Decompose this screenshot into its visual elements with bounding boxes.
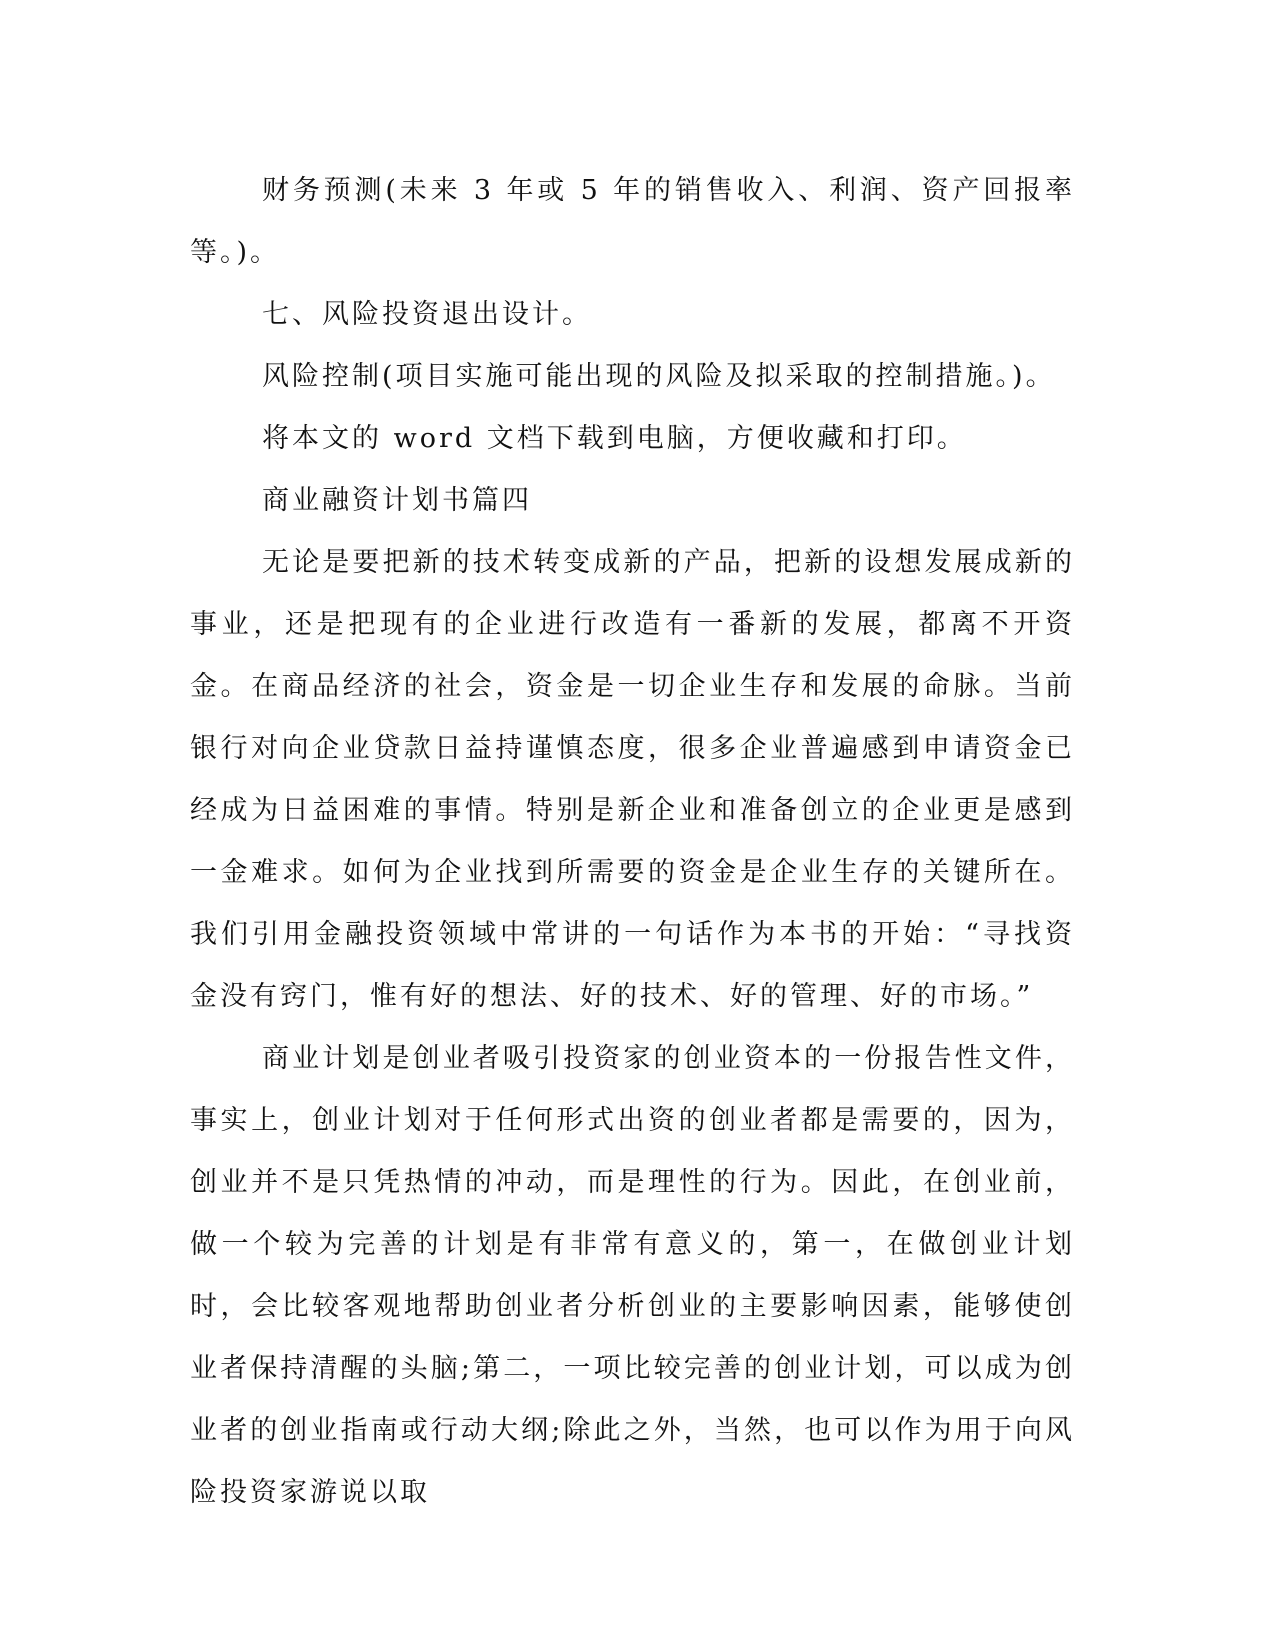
section-heading: 商业融资计划书篇四 bbox=[262, 485, 532, 516]
paragraph-intro-funding: 无论是要把新的技术转变成新的产品，把新的设想发展成新的事业，还是把现有的企业进行改造有一番新的发展，都离不开资金。在商品经济的社会，资金是一切企业生存和发展的命脉。当前银行对向企业贷款日益持谨慎态度，很多企业普遍感到申请资金已经成为日益困难的事情。特别是新企业和准备创立的企业更是感到一金难求。如何为企业找到所需要的资金是企业生存的关键所在。我们引用金融投资领域中常讲的一句话作为本书的开始：“寻找资金没有窍门，惟有好的想法、好的技术、好的管理、好的市场。” bbox=[190, 547, 1075, 1012]
paragraph-business-plan: 商业计划是创业者吸引投资家的创业资本的一份报告性文件，事实上，创业计划对于任何形式出资的创业者都是需要的，因为，创业并不是只凭热情的冲动，而是理性的行为。因此，在创业前，做一个较为完善的计划是有非常有意义的，第一，在做创业计划时，会比较客观地帮助创业者分析创业的主要影响因素，能够使创业者保持清醒的头脑;第二，一项比较完善的创业计划，可以成为创业者的创业指南或行动大纲;除此之外，当然，也可以作为用于向风险投资家游说以取 bbox=[190, 1043, 1075, 1508]
document-body bbox=[190, 160, 1075, 1524]
paragraph-financial-forecast: 财务预测(未来 3 年或 5 年的销售收入、利润、资产回报率等。)。 bbox=[190, 175, 1075, 268]
paragraph-exit-design: 七、风险投资退出设计。 bbox=[262, 299, 592, 330]
paragraph-risk-control: 风险控制(项目实施可能出现的风险及拟采取的控制措施。)。 bbox=[262, 361, 1056, 392]
paragraph-download-note: 将本文的 word 文档下载到电脑，方便收藏和打印。 bbox=[262, 423, 967, 454]
